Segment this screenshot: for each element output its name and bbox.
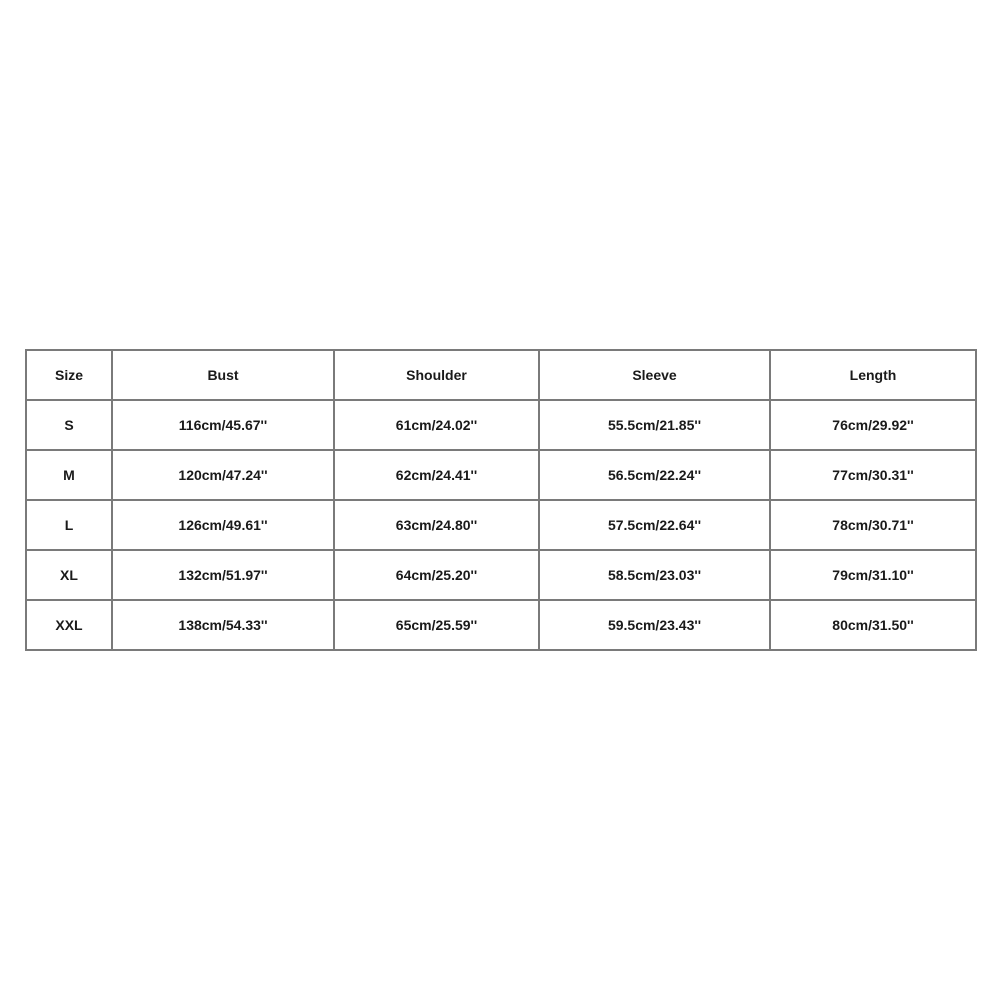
length-cell: 80cm/31.50'' [770, 600, 976, 650]
table-row [26, 600, 976, 650]
size-cell: S [26, 400, 112, 450]
size-cell: XXL [26, 600, 112, 650]
shoulder-cell: 64cm/25.20'' [334, 550, 539, 600]
shoulder-cell: 63cm/24.80'' [334, 500, 539, 550]
bust-cell: 120cm/47.24'' [112, 450, 334, 500]
bust-cell: 116cm/45.67'' [112, 400, 334, 450]
table-row [26, 450, 976, 500]
size-cell: L [26, 500, 112, 550]
table-header-row [26, 350, 976, 400]
length-cell: 76cm/29.92'' [770, 400, 976, 450]
bust-cell: 126cm/49.61'' [112, 500, 334, 550]
shoulder-cell: 61cm/24.02'' [334, 400, 539, 450]
sleeve-cell: 57.5cm/22.64'' [539, 500, 770, 550]
sleeve-cell: 55.5cm/21.85'' [539, 400, 770, 450]
bust-cell: 138cm/54.33'' [112, 600, 334, 650]
size-cell: M [26, 450, 112, 500]
shoulder-cell: 65cm/25.59'' [334, 600, 539, 650]
table-row [26, 550, 976, 600]
size-chart-table [25, 349, 977, 651]
shoulder-cell: 62cm/24.41'' [334, 450, 539, 500]
header-shoulder: Shoulder [334, 350, 539, 400]
header-length: Length [770, 350, 976, 400]
sleeve-cell: 56.5cm/22.24'' [539, 450, 770, 500]
length-cell: 78cm/30.71'' [770, 500, 976, 550]
sleeve-cell: 58.5cm/23.03'' [539, 550, 770, 600]
header-sleeve: Sleeve [539, 350, 770, 400]
table-row [26, 500, 976, 550]
size-cell: XL [26, 550, 112, 600]
length-cell: 79cm/31.10'' [770, 550, 976, 600]
length-cell: 77cm/30.31'' [770, 450, 976, 500]
header-bust: Bust [112, 350, 334, 400]
header-size: Size [26, 350, 112, 400]
table-row [26, 400, 976, 450]
bust-cell: 132cm/51.97'' [112, 550, 334, 600]
sleeve-cell: 59.5cm/23.43'' [539, 600, 770, 650]
